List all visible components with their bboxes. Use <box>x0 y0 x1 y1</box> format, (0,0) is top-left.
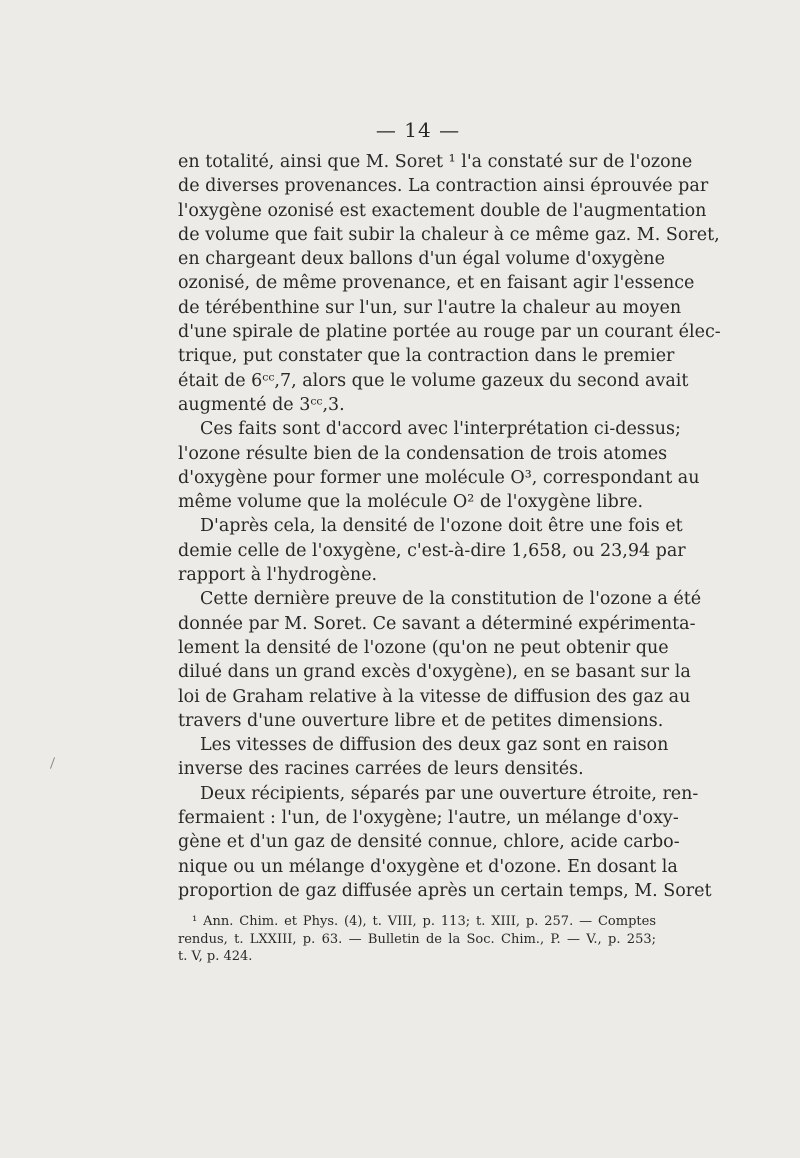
text-line: en chargeant deux ballons d'un égal volume d'oxygène <box>178 249 665 270</box>
text-line: l'oxygène ozonisé est exactement double de l'augmentation <box>178 200 707 221</box>
text-line: Ces faits sont d'accord avec l'interprétation ci-dessus; <box>200 419 681 440</box>
footnote-line: t. V, p. 424. <box>178 949 253 964</box>
text-line: de diverses provenances. La contraction ainsi éprouvée par <box>178 176 709 197</box>
paragraph <box>178 417 700 514</box>
text-line: était de 6ᶜᶜ,7, alors que le volume gazeux du second avait <box>178 370 689 391</box>
text-line: d'oxygène pour former une molécule O³, correspondant au <box>178 467 700 488</box>
text-line: augmenté de 3ᶜᶜ,3. <box>178 394 345 415</box>
text-line: fermaient : l'un, de l'oxygène; l'autre, un mélange d'oxy- <box>178 808 679 829</box>
text-line: l'ozone résulte bien de la condensation de trois atomes <box>178 443 668 464</box>
footnote-line: rendus, t. LXXIII, p. 63. — Bulletin de la Soc. Chim., P. — V., p. 253; <box>178 931 656 947</box>
paragraph <box>178 782 712 903</box>
text-line: trique, put constater que la contraction dans le premier <box>178 346 675 367</box>
text-line: gène et d'un gaz de densité connue, chlore, acide carbo- <box>178 832 680 853</box>
footnotes <box>178 913 656 966</box>
text-line: Les vitesses de diffusion des deux gaz sont en raison <box>200 735 669 756</box>
text-line: en totalité, ainsi que M. Soret ¹ l'a constaté sur de l'ozone <box>178 152 693 172</box>
text-line: D'après cela, la densité de l'ozone doit être une fois et <box>200 516 683 537</box>
body-text <box>178 150 721 903</box>
text-line: rapport à l'hydrogène. <box>178 565 378 586</box>
text-line: donnée par M. Soret. Ce savant a déterminé expérimenta- <box>178 613 696 634</box>
text-line: inverse des racines carrées de leurs densités. <box>178 759 584 780</box>
text-line: nique ou un mélange d'oxygène et d'ozone. En dosant la <box>178 856 678 877</box>
paragraph <box>178 514 686 587</box>
text-line: même volume que la molécule O² de l'oxygène libre. <box>178 492 644 513</box>
text-line: de térébenthine sur l'un, sur l'autre la chaleur au moyen <box>178 297 682 318</box>
text-line: lement la densité de l'ozone (qu'on ne peut obtenir que <box>178 637 669 658</box>
paragraph <box>178 733 669 782</box>
margin-mark <box>50 757 55 769</box>
text-line: d'une spirale de platine portée au rouge par un courant élec- <box>178 322 721 343</box>
text-line: dilué dans un grand excès d'oxygène), en se basant sur la <box>178 662 691 683</box>
page-number: — 14 — <box>375 118 461 142</box>
text-line: demie celle de l'oxygène, c'est-à-dire 1,658, ou 23,94 par <box>178 540 686 561</box>
paragraph <box>178 587 702 733</box>
footnote-line: ¹ Ann. Chim. et Phys. (4), t. VIII, p. 113; t. XIII, p. 257. — Comptes <box>192 914 656 929</box>
text-line: Cette dernière preuve de la constitution de l'ozone a été <box>200 589 702 610</box>
text-line: de volume que fait subir la chaleur à ce même gaz. M. Soret, <box>178 224 720 245</box>
paragraph <box>178 150 721 417</box>
text-line: ozonisé, de même provenance, et en faisant agir l'essence <box>178 273 695 294</box>
text-line: Deux récipients, séparés par une ouverture étroite, ren- <box>200 783 699 804</box>
text-line: proportion de gaz diffusée après un certain temps, M. Soret <box>178 880 712 901</box>
text-line: loi de Graham relative à la vitesse de diffusion des gaz au <box>178 686 691 707</box>
text-line: travers d'une ouverture libre et de petites dimensions. <box>178 710 664 731</box>
